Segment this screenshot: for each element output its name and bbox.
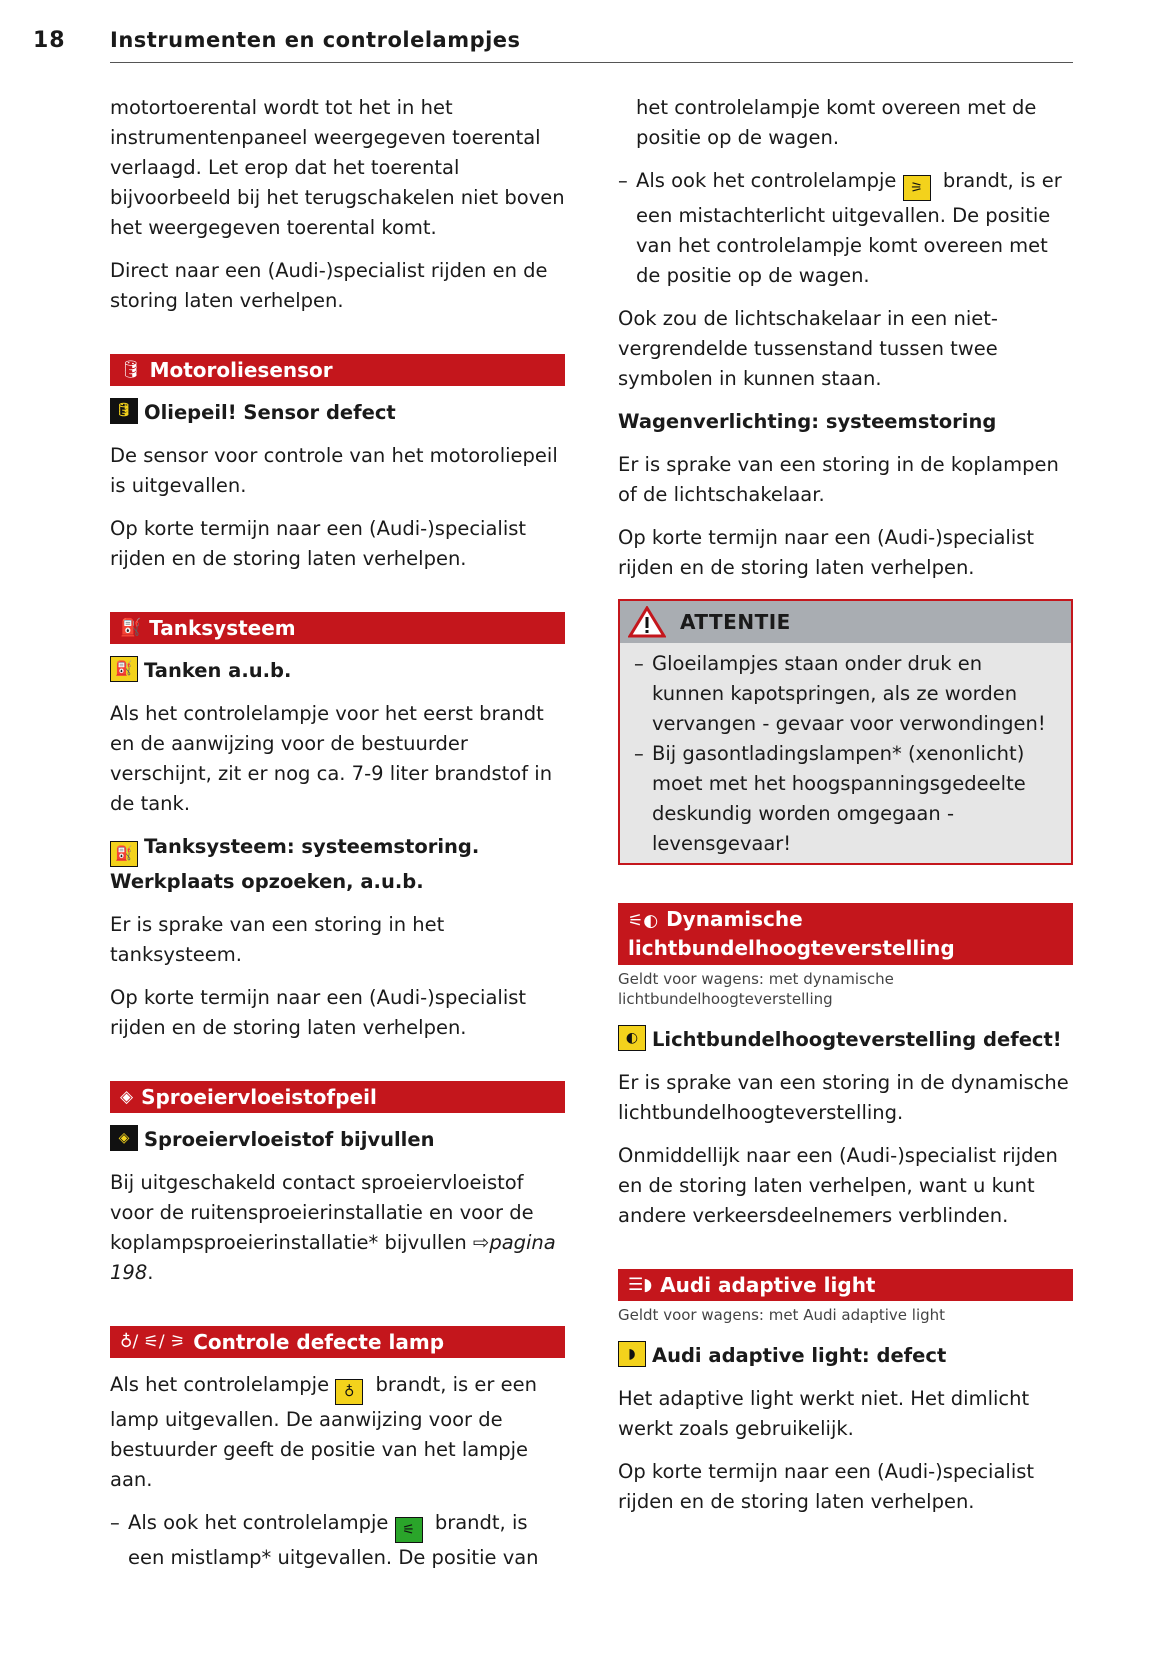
warning-header — [620, 601, 1071, 643]
paragraph: het controlelampje komt overeen met de positie op de wagen. — [636, 96, 1037, 149]
oil-sensor-icon: 🛢 — [120, 360, 142, 380]
paragraph: De sensor voor controle van het motoroliepeil is uitgevallen. — [110, 444, 558, 497]
applies-note: Geldt voor wagens: met Audi adaptive light — [618, 1306, 946, 1324]
message-text: Wagenverlichting: systeemstoring — [618, 410, 997, 433]
bulb-failure-icon: ♁/ ⚟/ ⚞ — [120, 1332, 186, 1352]
paragraph-text: Als het controlelampje — [110, 1373, 330, 1396]
washer-fluid-icon: ◈ — [110, 1125, 138, 1151]
bulb-failure-icon: ♁ — [335, 1379, 363, 1405]
header-rule — [110, 62, 1073, 63]
section-motoroliesensor — [110, 354, 565, 386]
paragraph: Op korte termijn naar een (Audi-)specialist rijden en de storing laten verhelpen. — [110, 986, 527, 1039]
section-dynamische-lichtbundelhoogteverstelling — [618, 903, 1073, 965]
paragraph — [110, 1370, 565, 1495]
adaptive-light-icon: ◗ — [618, 1341, 646, 1367]
message-heading — [110, 656, 565, 686]
section-title: Dynamische lichtbundelhoogteverstelling — [628, 907, 955, 960]
dash-bullet: – — [110, 1511, 120, 1534]
dash-bullet: – — [634, 742, 644, 765]
oil-sensor-icon: 🛢 — [110, 398, 138, 424]
warning-triangle-icon — [628, 606, 666, 638]
right-column — [618, 93, 1073, 1530]
fuel-pump-icon: ⛽ — [110, 841, 138, 867]
page-reference-link[interactable]: pagina 198 — [110, 1231, 556, 1284]
message-text: Lichtbundelhoogteverstelling defect! — [652, 1028, 1062, 1051]
paragraph: Als het controlelampje voor het eerst brandt en de aanwijzing voor de bestuurder verschijnt, zit er nog ca. 7-9 liter brandstof in de tank. — [110, 702, 553, 815]
paragraph: Ook zou de lichtschakelaar in een niet-vergrendelde tussenstand tussen twee symbolen in kunnen staan. — [618, 307, 998, 390]
message-text: Tanksysteem: systeemstoring. Werkplaats opzoeken, a.u.b. — [110, 835, 480, 893]
list-text: Als ook het controlelampje — [128, 1511, 389, 1534]
section-title: Tanksysteem — [149, 616, 296, 640]
dash-bullet: – — [618, 169, 628, 192]
punctuation: . — [147, 1261, 154, 1284]
section-title: Motoroliesensor — [149, 358, 333, 382]
message-heading — [618, 407, 1073, 437]
adaptive-light-icon: ☰◗ — [628, 1275, 653, 1295]
message-text: Audi adaptive light: defect — [652, 1344, 947, 1367]
paragraph: Er is sprake van een storing in de koplampen of de lichtschakelaar. — [618, 453, 1059, 506]
warning-title: ATTENTIE — [680, 610, 791, 634]
fuel-pump-icon: ⛽ — [120, 618, 142, 638]
fog-lamp-icon: ⚟ — [395, 1517, 423, 1543]
warning-body — [620, 643, 1071, 863]
paragraph: Er is sprake van een storing in het tanksysteem. — [110, 913, 445, 966]
warning-text: Bij gasontladingslampen* (xenonlicht) moet met het hoogspanningsgedeelte deskundig worden omgegaan - levensgevaar! — [652, 742, 1026, 855]
page-title: Instrumenten en controlelampjes — [110, 28, 521, 52]
section-tanksysteem — [110, 612, 565, 644]
applies-note: Geldt voor wagens: met dynamische lichtbundelhoogteverstelling — [618, 970, 894, 1008]
rear-fog-icon: ⚞ — [903, 175, 931, 201]
section-title: Controle defecte lamp — [193, 1330, 445, 1354]
paragraph-text: brandt, is er een lamp uitgevallen. De aanwijzing voor de bestuurder geeft de positie van het lampje aan. — [110, 1373, 537, 1491]
warning-box — [618, 599, 1073, 865]
arrow-right-icon: ⇨ — [472, 1231, 490, 1254]
message-heading — [618, 1341, 1073, 1371]
paragraph: Direct naar een (Audi-)specialist rijden en de storing laten verhelpen. — [110, 259, 548, 312]
headlight-range-icon: ◐ — [618, 1025, 646, 1051]
message-text: Tanken a.u.b. — [144, 659, 292, 682]
washer-fluid-icon: ◈ — [120, 1087, 134, 1107]
message-heading — [110, 832, 565, 897]
section-title: Sproeiervloeistofpeil — [141, 1085, 377, 1109]
section-title: Audi adaptive light — [660, 1273, 876, 1297]
list-text: brandt, is een mistlamp* uitgevallen. De positie van — [128, 1511, 539, 1569]
warning-item — [634, 649, 1057, 739]
paragraph: Op korte termijn naar een (Audi-)specialist rijden en de storing laten verhelpen. — [618, 526, 1035, 579]
paragraph-text: Bij uitgeschakeld contact sproeiervloeistof voor de ruitensproeierinstallatie en voor de koplampsproeierinstallatie* bijvullen — [110, 1171, 534, 1254]
paragraph: Op korte termijn naar een (Audi-)specialist rijden en de storing laten verhelpen. — [110, 517, 527, 570]
list-item — [618, 166, 1073, 291]
list-text: brandt, is er een mistachterlicht uitgevallen. De positie van het controlelampje komt overeen met de positie op de wagen. — [636, 169, 1062, 287]
page-number: 18 — [33, 28, 66, 53]
paragraph: Het adaptive light werkt niet. Het dimlicht werkt zoals gebruikelijk. — [618, 1387, 1030, 1440]
message-heading — [110, 1125, 565, 1155]
message-text: Oliepeil! Sensor defect — [144, 401, 396, 424]
list-text: Als ook het controlelampje — [636, 169, 897, 192]
page-header — [0, 0, 1165, 70]
message-heading — [110, 398, 565, 428]
left-column — [110, 93, 565, 1573]
warning-text: Gloeilampjes staan onder druk en kunnen kapotspringen, als ze worden vervangen - gevaar voor verwondingen! — [652, 652, 1046, 735]
dash-bullet: – — [634, 652, 644, 675]
message-text: Sproeiervloeistof bijvullen — [144, 1128, 435, 1151]
warning-item — [634, 739, 1057, 859]
paragraph: Onmiddellijk naar een (Audi-)specialist rijden en de storing laten verhelpen, want u kunt andere verkeersdeelnemers verblinden. — [618, 1144, 1058, 1227]
section-audi-adaptive-light — [618, 1269, 1073, 1301]
section-controle-defecte-lamp — [110, 1326, 565, 1358]
section-sproeiervloeistofpeil — [110, 1081, 565, 1113]
paragraph: Er is sprake van een storing in de dynamische lichtbundelhoogteverstelling. — [618, 1071, 1069, 1124]
paragraph: Op korte termijn naar een (Audi-)specialist rijden en de storing laten verhelpen. — [618, 1460, 1035, 1513]
list-item — [110, 1508, 565, 1573]
paragraph: motortoerental wordt tot het in het instrumentenpaneel weergegeven toerental verlaagd. Let erop dat het toerental bijvoorbeeld bij het terugschakelen niet boven het weergegeven toerental komt. — [110, 96, 565, 239]
message-heading — [618, 1025, 1073, 1055]
headlight-range-icon: ⚟◐ — [628, 911, 659, 931]
paragraph — [110, 1168, 565, 1288]
fuel-pump-icon: ⛽ — [110, 656, 138, 682]
